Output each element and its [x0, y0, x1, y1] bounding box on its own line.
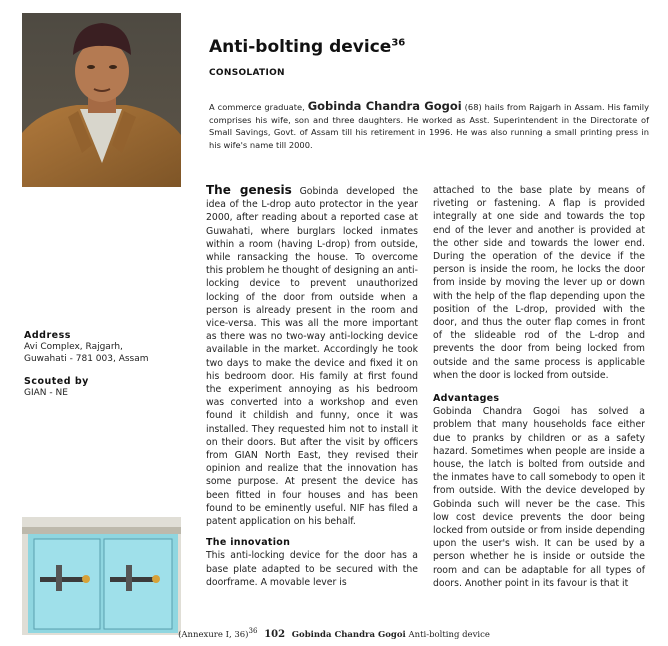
innovation-continued-paragraph: attached to the base plate by means of riveting or fastening. A flap is provided integrally at one side and towards the top end of the lever and another is provided at the other side and towards the lower end. During the operation of the device if the person is inside the room, he locks the door from inside by moving the lever up or down with the help of the flap depending upon the position of the L-drop, provided with the door, and thus the outer flap comes in front of the slideable rod of the L-drop and prevents the door from being locked from outside and the same process is applicable when the door is locked from outside. — [433, 185, 645, 381]
innovation-heading: The innovation — [206, 537, 291, 549]
category-label: CONSOLATION — [209, 68, 285, 78]
footer-innovator-name: Gobinda Chandra Gogoi — [291, 629, 406, 640]
innovation-paragraph: This anti-locking device for the door has a base plate adapted to be secured with the doorframe. A movable lever is — [206, 550, 418, 588]
address-line-2: Guwahati - 781 003, Assam — [24, 354, 149, 364]
genesis-heading: The genesis — [206, 183, 292, 197]
intro-paragraph: A commerce graduate, Gobinda Chandra Gogoi (68) hails from Rajgarh in Assam. His family comprises his wife, son and three daughters. He worked as Asst. Superintendent in the Directorate of Small Savings, Govt. of Assam till his retirement in 1996. He was also running a small printing press in his wife's name till 2000. — [209, 99, 649, 150]
body-column-2 — [433, 184, 645, 590]
address-label: Address — [24, 330, 71, 341]
footer-device-title: Anti-bolting device — [405, 629, 490, 640]
annexure-reference: (Annexure I, 36)$^{36}$ — [178, 626, 258, 640]
innovator-name: Gobinda Chandra Gogoi — [307, 99, 462, 113]
body-column-1 — [206, 184, 418, 589]
scouted-by-value: GIAN - NE — [24, 388, 68, 398]
genesis-paragraph: The genesis Gobinda developed the idea of the L-drop auto protector in the year 2000, after reading about a reported case at Guwahati, where burglars locked inmates within a room (having L-drop) from outside, while ransacking the house. To overcome this problem he thought of designing an anti-locking device to prevent unauthorized locking of the door from outside when a person is already present in the room and vice-versa. This was all the more important as there was no two-way anti-locking device available in the market. Accordingly he took two days to make the device and fixed it on his bedroom door. His family at first found the experiment annoying as his bedroom was converted into a workshop and even found it childish and funny, once it was installed. They requested him not to install it on their doors. But after the visit by officers from GIAN North East, they revised their opinion and realize that the innovation has some purpose. At present the device has been fitted in four houses and has been found to be eminently useful. NIF has filed a patent application on his behalf. — [206, 183, 418, 528]
advantages-paragraph: Gobinda Chandra Gogoi has solved a problem that many households face either due to pranks by children or as a safety hazard. Sometimes when people are inside a house, the latch is bolted from outside and the inmates have to call somebody to open it from outside. With the device developed by Gobinda such will never be the case. This low cost device prevents the door being locked from outside or from inside depending upon the user's wish. It can be used by a person whether he is inside or outside the room and can be adaptable for all types of doors. Another point in its favour is that it — [433, 406, 645, 589]
address-line-1: Avi Complex, Rajgarh, — [24, 342, 123, 352]
innovator-portrait-photo — [22, 13, 181, 187]
page-number: 102 — [264, 628, 286, 640]
page-footer — [0, 626, 668, 640]
page-title: Anti-bolting device$^{36}$ — [209, 37, 406, 57]
device-photo — [22, 517, 181, 635]
scouted-by-label: Scouted by — [24, 376, 89, 387]
advantages-heading: Advantages — [433, 393, 500, 405]
